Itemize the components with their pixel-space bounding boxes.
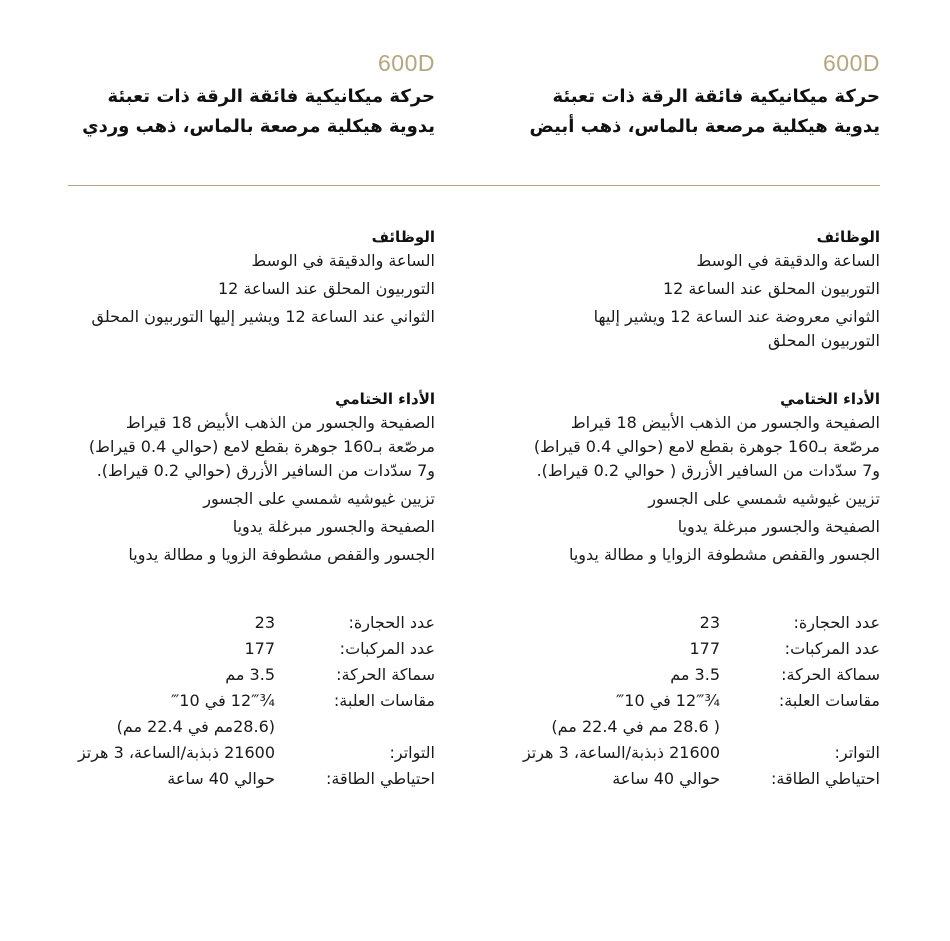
spec-value: ¾12‴ في 10‴ [615, 691, 720, 710]
spec-value-sub: (28.6مم في 22.4 مم) [116, 717, 275, 736]
function-item: التوربيون المحلق عند الساعة 12 [662, 279, 880, 298]
spec-value: ¾12‴ في 10‴ [170, 691, 275, 710]
spec-label: مقاسات العلبة: [333, 691, 435, 710]
product-title-line: يدوية هيكلية مرصعة بالماس، ذهب أبيض [529, 116, 880, 137]
spec-label: عدد الحجارة: [348, 613, 435, 632]
function-item: الساعة والدقيقة في الوسط [251, 251, 435, 270]
spec-value-sub: ( 28.6 مم في 22.4 مم) [551, 717, 720, 736]
model-number: 600D [378, 50, 435, 76]
spec-value: 177 [244, 639, 275, 658]
spec-value: 3.5 مم [670, 665, 720, 684]
spec-label: احتياطي الطاقة: [326, 769, 435, 788]
finishing-paragraph [460, 411, 880, 483]
spec-label: سماكة الحركة: [336, 665, 435, 684]
gold-divider [68, 185, 880, 186]
specs-table [460, 610, 880, 792]
spec-row-dimensions [15, 688, 435, 714]
spec-row-components [460, 636, 880, 662]
functions-heading: الوظائف [371, 228, 435, 246]
finishing-line: مرصّعة بـ160 جوهرة بقطع لامع (حوالي 0.4 قيراط) [533, 437, 880, 456]
finishing-item: الصفيحة والجسور مبرغلة يدويا [677, 517, 880, 536]
spec-row-components [15, 636, 435, 662]
function-item: الساعة والدقيقة في الوسط [696, 251, 880, 270]
finishing-item: تزيين غيوشيه شمسي على الجسور [203, 489, 435, 508]
specs-table [15, 610, 435, 792]
finishing-heading: الأداء الختامي [780, 390, 880, 408]
spec-label: سماكة الحركة: [781, 665, 880, 684]
function-item: التوربيون المحلق [767, 331, 880, 350]
finishing-heading: الأداء الختامي [335, 390, 435, 408]
finishing-section [15, 387, 435, 571]
product-title [15, 82, 435, 142]
spec-label: التواتر: [834, 743, 880, 762]
spec-row-reserve [460, 766, 880, 792]
spec-value: حوالي 40 ساعة [612, 769, 720, 788]
product-title-line: يدوية هيكلية مرصعة بالماس، ذهب وردي [82, 116, 435, 137]
spec-value: 21600 ذبذبة/الساعة، 3 هرتز [77, 743, 275, 762]
finishing-line: الصفيحة والجسور من الذهب الأبيض 18 قيراط [570, 413, 880, 432]
spec-row-jewels [460, 610, 880, 636]
spec-value: 177 [689, 639, 720, 658]
finishing-paragraph [15, 411, 435, 483]
column-white-gold [460, 48, 880, 142]
spec-row-frequency [15, 740, 435, 766]
spec-value: 3.5 مم [225, 665, 275, 684]
functions-section [460, 225, 880, 357]
spec-row-thickness [460, 662, 880, 688]
function-item: التوربيون المحلق عند الساعة 12 [217, 279, 435, 298]
spec-label: احتياطي الطاقة: [771, 769, 880, 788]
product-title-line: حركة ميكانيكية فائقة الرقة ذات تعبئة [107, 86, 435, 107]
column-rose-gold [15, 48, 435, 142]
model-number: 600D [823, 50, 880, 76]
spec-label: التواتر: [389, 743, 435, 762]
spec-label: عدد المركبات: [784, 639, 880, 658]
product-title [460, 82, 880, 142]
spec-row-frequency [460, 740, 880, 766]
finishing-line: مرصّعة بـ160 جوهرة بقطع لامع (حوالي 0.4 قيراط) [88, 437, 435, 456]
function-item: الثواني معروضة عند الساعة 12 ويشير إليها [593, 307, 880, 326]
finishing-line: الصفيحة والجسور من الذهب الأبيض 18 قيراط [125, 413, 435, 432]
finishing-item: الجسور والقفص مشطوفة الزوايا و مطالة يدويا [568, 545, 880, 564]
spec-label: مقاسات العلبة: [778, 691, 880, 710]
spec-value: 21600 ذبذبة/الساعة، 3 هرتز [522, 743, 720, 762]
spec-label: عدد الحجارة: [793, 613, 880, 632]
spec-row-thickness [15, 662, 435, 688]
spec-row-reserve [15, 766, 435, 792]
spec-value: حوالي 40 ساعة [167, 769, 275, 788]
finishing-line: و7 سدّدات من السافير الأزرق ( حوالي 0.2 قيراط). [536, 461, 880, 480]
finishing-item: الصفيحة والجسور مبرغلة يدويا [232, 517, 435, 536]
function-item: الثواني عند الساعة 12 ويشير إليها التوربيون المحلق [91, 307, 435, 326]
finishing-section [460, 387, 880, 571]
spec-label: عدد المركبات: [339, 639, 435, 658]
spec-row-jewels [15, 610, 435, 636]
product-title-line: حركة ميكانيكية فائقة الرقة ذات تعبئة [552, 86, 880, 107]
spec-value: 23 [699, 613, 720, 632]
functions-section [15, 225, 435, 333]
finishing-item: تزيين غيوشيه شمسي على الجسور [648, 489, 880, 508]
spec-row-dimensions [460, 688, 880, 714]
spec-value: 23 [254, 613, 275, 632]
finishing-item: الجسور والقفص مشطوفة الزويا و مطالة يدويا [128, 545, 435, 564]
finishing-line: و7 سدّدات من السافير الأزرق (حوالي 0.2 قيراط). [96, 461, 435, 480]
functions-heading: الوظائف [816, 228, 880, 246]
